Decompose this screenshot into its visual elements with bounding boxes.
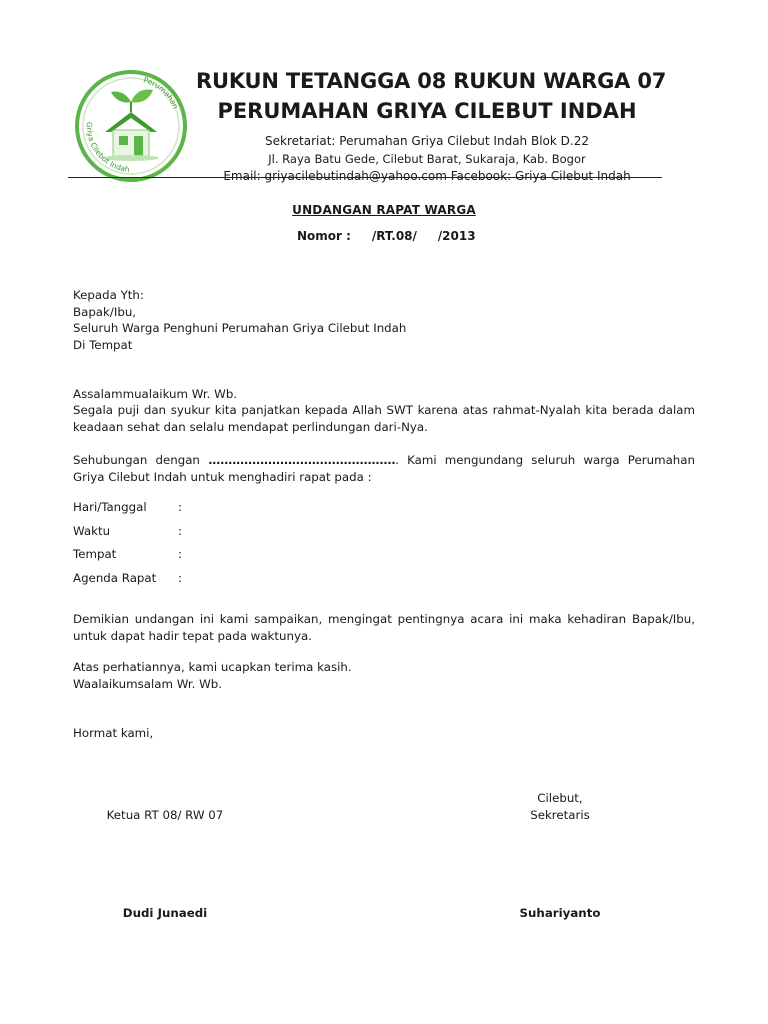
addressee-block <box>73 287 695 353</box>
addressee-line: Seluruh Warga Penghuni Perumahan Griya Cilebut Indah <box>73 321 407 335</box>
svg-text:Griya Cilebut Indah: Griya Cilebut Indah <box>84 121 131 174</box>
detail-label: Hari/Tanggal <box>73 500 147 514</box>
invitation-text-end: . Kami mengundang seluruh warga Perumahan Griya Cilebut Indah untuk menghadiri rapat pada : <box>73 453 695 484</box>
salutation-line: Waalaikumsalam Wr. Wb. <box>73 677 223 691</box>
invitation-text-start: Sehubungan dengan <box>73 453 209 467</box>
signature-left-role: Ketua RT 08/ RW 07 <box>106 808 224 822</box>
detail-colon: : <box>178 571 182 585</box>
detail-label: Tempat <box>73 547 117 561</box>
detail-colon: : <box>178 524 182 538</box>
addressee-line: Di Tempat <box>73 337 133 352</box>
blank-dots: ............................................... <box>208 453 396 467</box>
svg-text:Perumahan: Perumahan <box>142 75 181 111</box>
detail-label: Waktu <box>73 524 111 538</box>
document-title: UNDANGAN RAPAT WARGA <box>292 203 476 217</box>
invitation-paragraph <box>73 452 695 485</box>
addressee-line: Bapak/Ibu, <box>73 304 137 319</box>
detail-row-time <box>73 524 182 538</box>
letterhead-housing: PERUMAHAN GRIYA CILEBUT INDAH <box>217 99 637 123</box>
signature-place: Cilebut, <box>537 791 583 805</box>
closing-paragraph: Demikian undangan ini kami sampaikan, mengingat pentingnya acara ini maka kehadiran Bapak/Ibu, untuk dapat hadir tepat pada waktunya. <box>73 612 695 643</box>
detail-row-agenda <box>73 571 182 585</box>
greeting: Assalammualaikum Wr. Wb. <box>73 387 238 401</box>
detail-row-place <box>73 547 182 561</box>
thanks-line: Atas perhatiannya, kami ucapkan terima kasih. <box>73 660 352 674</box>
addressee-line: Kepada Yth: <box>73 288 144 302</box>
detail-colon: : <box>178 547 182 561</box>
letterhead-contact: Email: griyacilebutindah@yahoo.com Facebook: Griya Cilebut Indah <box>223 169 631 183</box>
letterhead-org: RUKUN TETANGGA 08 RUKUN WARGA 07 <box>196 69 667 93</box>
detail-row-date <box>73 500 182 514</box>
signature-right-role: Sekretaris <box>530 808 590 822</box>
signature-left-name: Dudi Junaedi <box>122 906 208 920</box>
detail-label: Agenda Rapat <box>73 571 157 585</box>
document-number: Nomor : /RT.08/ /2013 <box>297 229 476 243</box>
header-divider <box>68 177 662 178</box>
letterhead-address: Jl. Raya Batu Gede, Cilebut Barat, Sukaraja, Kab. Bogor <box>268 152 586 166</box>
signature-right-name: Suhariyanto <box>519 906 601 920</box>
letterhead-secretariat: Sekretariat: Perumahan Griya Cilebut Indah Blok D.22 <box>265 134 589 148</box>
house-logo-icon <box>73 68 189 184</box>
opening-paragraph: Segala puji dan syukur kita panjatkan kepada Allah SWT karena atas rahmat-Nyalah kita berada dalam keadaan sehat dan selalu mendapat perlindungan dari-Nya. <box>73 403 695 434</box>
detail-colon: : <box>178 500 182 514</box>
regards-line: Hormat kami, <box>73 726 154 740</box>
letterhead <box>196 66 667 185</box>
